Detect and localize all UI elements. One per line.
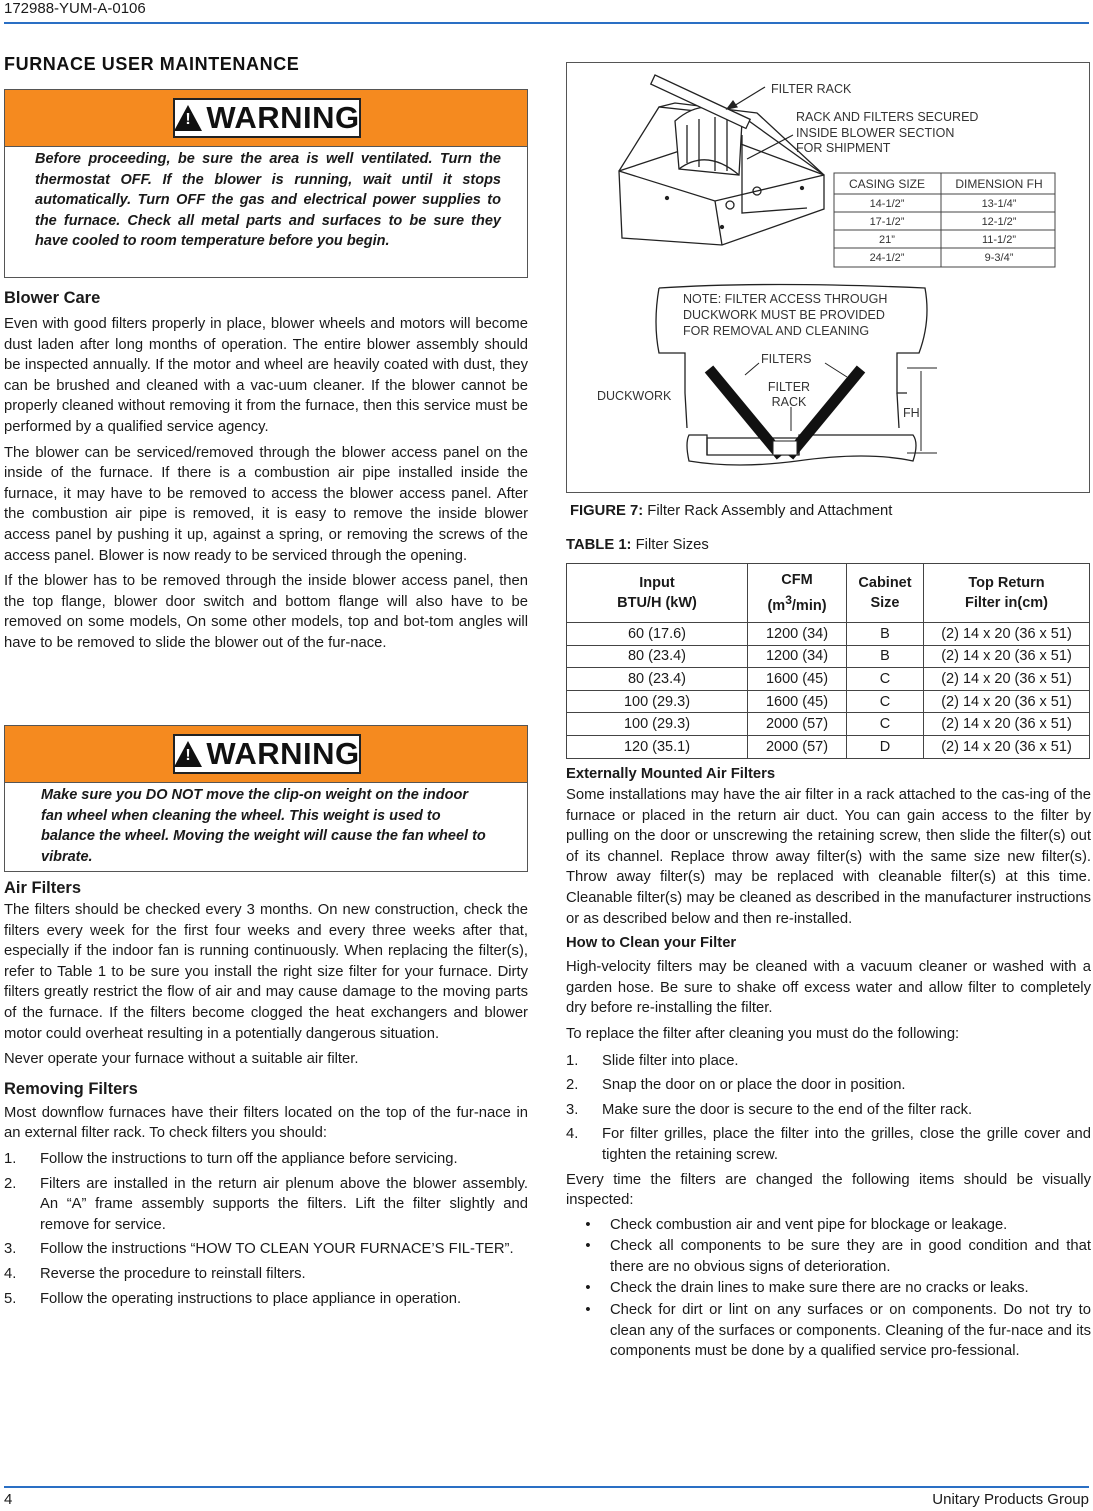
warning-banner (5, 90, 527, 147)
bullet-item: • Check all components to be sure they are in good condition and that there are no obvious signs of deterioration. (585, 1238, 1091, 1275)
figure-7-caption: FIGURE 7: Filter Rack Assembly and Attachment (570, 503, 893, 519)
header-rule (4, 22, 1089, 24)
table-cell: (2) 14 x 20 (36 x 51) (924, 713, 1090, 736)
blower-care-p2: The blower can be serviced/removed through the blower access panel on the inside of the furnace. If there is a combustion air pipe installed inside the furnace, it may have to be removed to access the blower access panel. After the combustion air pipe is removed, it is easy to remove the inside blower access panel by pushing it up, against a spring, or removing the screws of the access panel. Blower is now ready to be serviced through the opening. (4, 444, 528, 564)
table-row (567, 713, 1090, 736)
warning-banner (5, 726, 527, 783)
list-item: 1. Slide filter into place. (566, 1052, 739, 1069)
table-cell: (2) 14 x 20 (36 x 51) (924, 623, 1090, 646)
table-header-row (567, 564, 1090, 623)
table-cell: 2000 (57) (748, 713, 847, 736)
figure-7 (566, 62, 1090, 493)
table-row (567, 690, 1090, 713)
clean-filter-p2: To replace the filter after cleaning you must do the following: (566, 1025, 960, 1042)
warning-box-2 (4, 725, 528, 872)
furnace-box-drawing (619, 75, 824, 245)
air-filters-section (4, 879, 528, 1313)
removing-filters-steps (4, 1149, 528, 1309)
page-number: 4 (4, 1491, 13, 1508)
blower-care-section (4, 289, 528, 654)
table-1-caption: TABLE 1: Filter Sizes (566, 537, 709, 553)
list-item: 2. Snap the door on or place the door in position. (566, 1077, 906, 1094)
footer-company: Unitary Products Group (932, 1491, 1089, 1508)
table-cell: 1200 (34) (748, 623, 847, 646)
table-cell: (2) 14 x 20 (36 x 51) (924, 668, 1090, 691)
section-title: FURNACE USER MAINTENANCE (4, 54, 300, 74)
col-top-return: Top Return Filter in(cm) (924, 564, 1090, 623)
warning-label: WARNING (206, 736, 360, 771)
bullet-item: • Check for dirt or lint on any surfaces or on components. Do not try to clean any of the surfaces or components. Cleaning of the fur-nace and its components must be done by a qualified service pro-fessional. (585, 1302, 1091, 1360)
table-row (567, 645, 1090, 668)
table-cell: 60 (17.6) (567, 623, 748, 646)
table-row (567, 623, 1090, 646)
dim-cell: 17-1/2” (869, 216, 905, 228)
right-text-section (566, 766, 1091, 1363)
label-filters: FILTERS (761, 352, 812, 366)
table-cell: B (847, 645, 924, 668)
warning-triangle-icon (174, 741, 202, 767)
warning-triangle-icon (174, 105, 202, 131)
clean-filter-heading: How to Clean your Filter (566, 935, 737, 952)
inspection-bullets (566, 1215, 1091, 1362)
air-filters-p2: Never operate your furnace without a suitable air filter. (4, 1051, 359, 1068)
table-cell: 120 (35.1) (567, 735, 748, 758)
table-cell: 1600 (45) (748, 668, 847, 691)
table-row (567, 735, 1090, 758)
list-item: 2. Filters are installed in the return air plenum above the blower assembly. An “A” frame assembly supports the filters. Lift the filter slightly and remove for service. (4, 1175, 528, 1233)
table-cell: C (847, 713, 924, 736)
table-cell: 1600 (45) (748, 690, 847, 713)
removing-filters-intro: Most downflow furnaces have their filters located on the top of the fur-nace in an external filter rack. To check filters you should: (4, 1104, 528, 1142)
table-cell: C (847, 690, 924, 713)
warning-label: WARNING (206, 100, 360, 135)
label-secured-3: FOR SHIPMENT (796, 141, 891, 155)
filter-size-table (566, 563, 1090, 759)
bullet-item: • Check combustion air and vent pipe for blockage or leakage. (585, 1216, 1008, 1233)
label-secured-2: INSIDE BLOWER SECTION (796, 126, 955, 140)
label-filter-rack-1: FILTER (767, 380, 811, 394)
blower-care-heading: Blower Care (4, 289, 101, 307)
label-filter-rack-2: RACK (771, 395, 807, 409)
table-cell: 80 (23.4) (567, 645, 748, 668)
bullet-item: • Check the drain lines to make sure there are no cracks or leaks. (585, 1280, 1029, 1297)
table-cell: B (847, 623, 924, 646)
warning-badge (173, 98, 361, 138)
dim-cell: 24-1/2” (869, 252, 905, 264)
list-item: 4. Reverse the procedure to reinstall filters. (4, 1265, 306, 1282)
list-item: 1. Follow the instructions to turn off the appliance before servicing. (4, 1150, 458, 1167)
list-item: 3. Make sure the door is secure to the end of the filter rack. (566, 1101, 973, 1118)
clean-filter-p1: High-velocity filters may be cleaned with a vacuum cleaner or washed with a garden hose. Be sure to shake off excess water and allow filter to completely dry before re-installing the filter. (566, 959, 1091, 1017)
table-cell: D (847, 735, 924, 758)
table-row (567, 668, 1090, 691)
air-filters-heading: Air Filters (4, 879, 82, 897)
list-item: 3. Follow the instructions “HOW TO CLEAN YOUR FURNACE’S FIL-TER”. (4, 1241, 514, 1258)
table-cell: (2) 14 x 20 (36 x 51) (924, 645, 1090, 668)
dim-cell: 11-1/2” (981, 234, 1017, 246)
table-cell: 100 (29.3) (567, 713, 748, 736)
blower-care-p3: If the blower has to be removed through the inside blower access panel, then the top flange, blower door switch and bottom flange will also have to be removed on some models, On some other models, top and bot-tom angles will have to be removed to slide the blower out of the fur-nace. (4, 573, 528, 651)
col-cabinet: Cabinet Size (847, 564, 924, 623)
table-cell: 100 (29.3) (567, 690, 748, 713)
blower-care-p1: Even with good filters properly in place, blower wheels and motors will become dust laden after long months of operation. The entire blower assembly should be inspected annually. If the motor and wheel are heavily coated with dust, they can be brushed and cleaned with a vac-uum cleaner. If the blower cannot be properly cleaned without removing it from the furnace, then this service must be performed by a qualified service agency. (4, 316, 528, 435)
list-item: 5. Follow the operating instructions to place appliance in operation. (4, 1290, 462, 1307)
list-item: 4. For filter grilles, place the filter into the grilles, close the grille cover and tighten the retaining screw. (566, 1126, 1091, 1163)
dim-cell: 12-1/2” (981, 216, 1017, 228)
external-filters-p1: Some installations may have the air filter in a rack attached to the cas-ing of the furnace or placed in the return air duct. You can gain access to the filter by pulling on the door or unscrewing the retaining screw, then slide the filter(s) out of its channel. Replace throw away filter(s) with the same size new filter(s). Throw away filter(s) may be replaced with cleanable filter(s) at this time. Cleanable filter(s) may be cleaned as described in the manufacturer instructions or as described below and then re-installed. (566, 787, 1091, 927)
col-input: Input BTU/H (kW) (567, 564, 748, 623)
table-cell: 2000 (57) (748, 735, 847, 758)
dim-cell: 9-3/4” (984, 252, 1014, 264)
document-id: 172988-YUM-A-0106 (4, 0, 146, 17)
dim-cell: 13-1/4” (981, 198, 1017, 210)
warning-badge (173, 734, 361, 774)
warning-text: Before proceeding, be sure the area is well ventilated. Turn the thermostat OFF. If the blower is running, wait until it stops automatically. Turn OFF the gas and electrical power supplies to the furnace. Check all metal parts and surfaces to be sure they have cooled to room temperature before you begin. (35, 151, 501, 250)
warning-text: Make sure you DO NOT move the clip-on weight on the indoor fan wheel when cleaning the wheel. This weight is used to balance the wheel. Moving the weight will cause the fan wheel to vibrate. (41, 787, 486, 865)
table-cell: C (847, 668, 924, 691)
removing-filters-heading: Removing Filters (4, 1079, 138, 1098)
note-line-3: FOR REMOVAL AND CLEANING (683, 324, 870, 338)
footer-rule (4, 1486, 1089, 1488)
label-duckwork: DUCKWORK (597, 389, 672, 403)
dim-cell: 21” (879, 234, 895, 246)
table-cell: 1200 (34) (748, 645, 847, 668)
casing-dimension-table (834, 173, 1055, 267)
clean-filter-p3: Every time the filters are changed the following items should be visually inspected: (566, 1171, 1091, 1209)
dim-header-fh: DIMENSION FH (955, 177, 1043, 191)
external-filters-heading: Externally Mounted Air Filters (566, 766, 776, 782)
warning-box-1 (4, 89, 528, 278)
label-filter-rack: FILTER RACK (771, 82, 852, 96)
dim-header-casing: CASING SIZE (848, 177, 926, 191)
air-filters-p1: The filters should be checked every 3 months. On new construction, check the filters every week for the first four weeks and every three weeks after that, especially if the indoor fan is running continuously. When replacing the filter(s), refer to Table 1 to be sure you install the right size filter for your furnace. Dirty filters greatly restrict the flow of air and may cause damage to the moving parts of the furnace. If the filters become clogged the heat exchangers and blower motor could overheat resulting in a potentially dangerous situation. (4, 902, 528, 1042)
table-cell: (2) 14 x 20 (36 x 51) (924, 690, 1090, 713)
table-cell: (2) 14 x 20 (36 x 51) (924, 735, 1090, 758)
label-fh: FH (903, 406, 920, 420)
table-body (567, 623, 1090, 759)
note-line-1: NOTE: FILTER ACCESS THROUGH (683, 292, 888, 306)
clean-filter-steps (566, 1051, 1091, 1166)
filter-rack-diagram (567, 63, 1089, 492)
dim-cell: 14-1/2” (869, 198, 905, 210)
table-cell: 80 (23.4) (567, 668, 748, 691)
label-secured-1: RACK AND FILTERS SECURED (796, 110, 979, 124)
col-cfm: CFM $(m^3/\min)$ (748, 564, 847, 623)
note-line-2: DUCKWORK MUST BE PROVIDED (683, 308, 885, 322)
